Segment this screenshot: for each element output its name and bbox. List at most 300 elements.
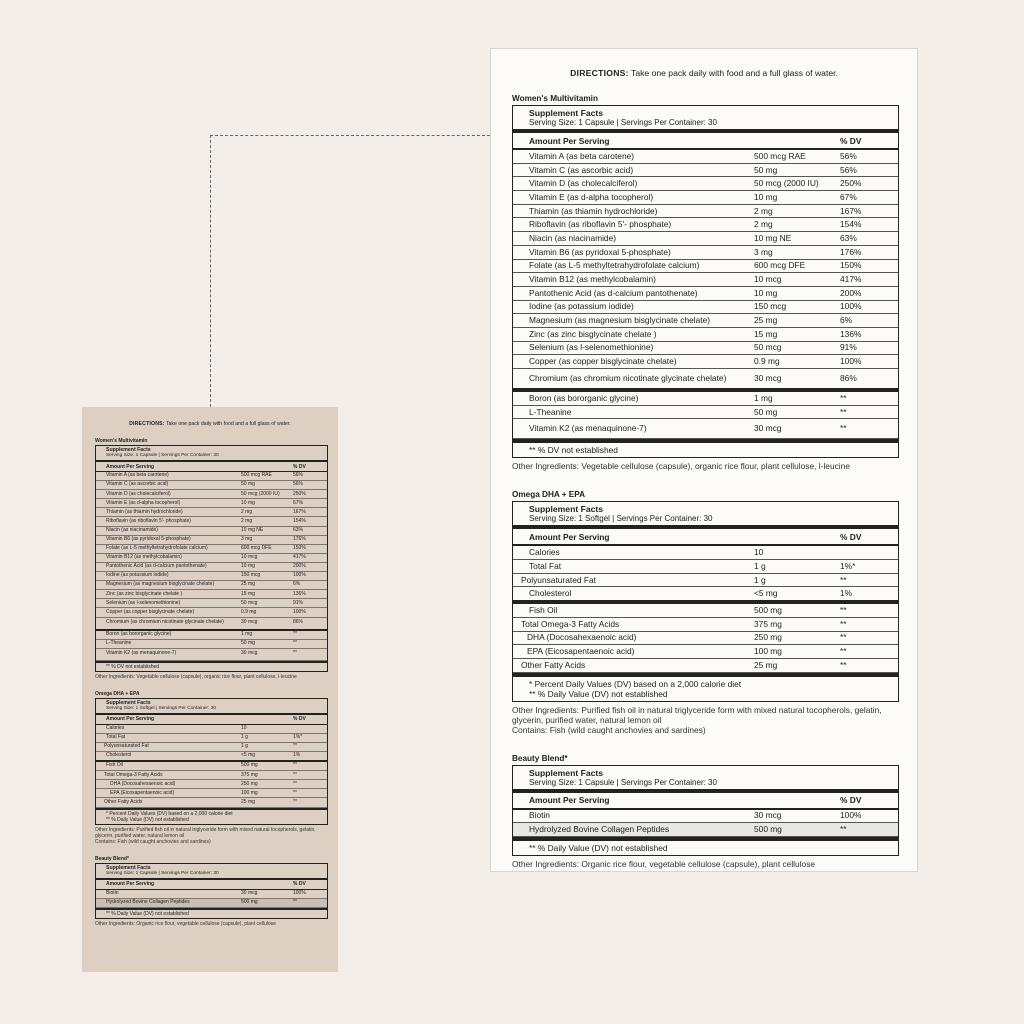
nutrient-dv: ** xyxy=(293,780,297,787)
nutrient-amount: 375 mg xyxy=(754,618,782,629)
nutrient-dv: 150% xyxy=(293,545,306,552)
nutrient-name: Vitamin B12 (as methylcobalamin) xyxy=(529,274,656,285)
allergen-contains: Contains: Fish (wild caught anchovies and sardines) xyxy=(512,724,706,735)
nutrient-name: Vitamin A (as beta carotene) xyxy=(529,150,635,161)
nutrient-dv: ** xyxy=(840,423,847,434)
facts-title: Supplement Facts xyxy=(529,767,604,778)
nutrient-amount: 50 mcg (2000 IU) xyxy=(754,178,819,189)
dv-heading: % DV xyxy=(840,531,862,542)
nutrient-dv: ** xyxy=(840,574,847,585)
other-ingredients-text: Other Ingredients: Purified fish oil in natural triglyceride form with mixed natural tocopherols, gelatin, glycerin, purified water, natural lemon oil xyxy=(512,704,882,725)
nutrient-name: Polyunsaturated Fat xyxy=(521,574,596,585)
facts-row xyxy=(513,587,898,604)
nutrient-amount: 25 mg xyxy=(241,581,255,588)
label-zoomed-view xyxy=(490,48,918,872)
nutrient-dv: 136% xyxy=(840,328,862,339)
facts-header xyxy=(96,699,327,715)
facts-row xyxy=(513,823,898,837)
footnote xyxy=(96,808,327,824)
directions xyxy=(82,421,338,427)
nutrient-amount: 2 mg xyxy=(241,508,253,515)
nutrient-amount: 3 mg xyxy=(241,536,253,542)
nutrient-amount: 30 mcg xyxy=(754,373,782,383)
nutrient-dv: ** xyxy=(840,618,847,629)
other-ingredients: Other Ingredients: Organic rice flour, vegetable cellulose (capsule), plant cellulose xyxy=(95,920,276,927)
facts-row xyxy=(96,762,327,771)
section-omega xyxy=(512,490,899,734)
nutrient-dv: 154% xyxy=(840,219,862,230)
facts-row xyxy=(513,659,898,673)
nutrient-dv: 56% xyxy=(293,472,304,479)
section-title: Omega DHA + EPA xyxy=(512,490,586,500)
nutrient-amount: 150 mcg xyxy=(241,572,261,579)
nutrient-dv: ** xyxy=(840,604,847,615)
facts-row xyxy=(96,890,327,899)
facts-row xyxy=(513,406,898,420)
nutrient-dv: 417% xyxy=(293,554,306,561)
facts-title: Supplement Facts xyxy=(529,108,604,118)
nutrient-amount: 500 mg xyxy=(241,762,258,769)
facts-row xyxy=(96,798,327,807)
nutrient-name: Iodine (as potassium iodide) xyxy=(106,572,169,579)
nutrient-dv: 63% xyxy=(840,232,857,243)
nutrient-amount: 50 mcg xyxy=(754,342,782,353)
nutrient-dv: 86% xyxy=(293,619,304,626)
nutrient-dv: 91% xyxy=(840,342,857,353)
facts-row xyxy=(513,301,898,315)
facts-row xyxy=(513,328,898,342)
facts-row xyxy=(513,810,898,824)
nutrient-name: Niacin (as niacinamide) xyxy=(106,526,158,533)
facts-row xyxy=(96,734,327,743)
nutrient-name: Fish Oil xyxy=(106,762,123,769)
amount-per-serving-heading: Amount Per Serving xyxy=(529,531,610,542)
dv-heading: % DV xyxy=(293,463,306,470)
directions-text: Take one pack daily with food and a full glass of water. xyxy=(631,68,838,78)
other-ingredients: Other Ingredients: Vegetable cellulose (capsule), organic rice flour, plant cellulose, l-leucine xyxy=(95,673,297,680)
section-title: Beauty Blend* xyxy=(512,753,568,763)
nutrient-amount: 15 mg xyxy=(241,590,255,597)
facts-row xyxy=(513,632,898,646)
nutrient-name: Vitamin K2 (as menaquinone-7) xyxy=(106,650,177,657)
nutrient-name: Chromium (as chromium nicotinate glycinate chelate) xyxy=(529,373,727,383)
section-title: Omega DHA + EPA xyxy=(95,690,140,697)
nutrient-name: DHA (Docosahexaenoic acid) xyxy=(110,780,176,787)
nutrient-dv: 100% xyxy=(293,608,306,615)
facts-title: Supplement Facts xyxy=(529,504,604,515)
column-header xyxy=(96,715,327,725)
nutrient-amount: 250 mg xyxy=(754,632,782,643)
amount-per-serving-heading: Amount Per Serving xyxy=(106,881,155,888)
facts-header xyxy=(513,106,898,133)
nutrient-amount: 50 mg xyxy=(754,164,778,175)
nutrient-name: Vitamin A (as beta carotene) xyxy=(106,472,169,479)
nutrient-name: Calories xyxy=(529,547,560,558)
amount-per-serving-heading: Amount Per Serving xyxy=(529,135,610,146)
directions-label: DIRECTIONS: xyxy=(129,421,165,427)
nutrient-amount: 100 mg xyxy=(241,789,258,796)
footnote-dv-not-established: ** % Daily Value (DV) not established xyxy=(529,688,668,699)
nutrient-dv: 56% xyxy=(840,164,857,175)
nutrient-amount: 500 mcg RAE xyxy=(754,150,806,161)
nutrient-amount: 25 mg xyxy=(754,659,778,670)
nutrient-name: Copper (as copper bisglycinate chelate) xyxy=(106,608,195,615)
amount-per-serving-heading: Amount Per Serving xyxy=(106,716,155,723)
facts-row xyxy=(513,232,898,246)
nutrient-amount: 250 mg xyxy=(241,780,258,787)
nutrient-name: Vitamin B12 (as methylcobalamin) xyxy=(106,554,182,561)
nutrient-amount: 10 mg NE xyxy=(754,232,792,243)
facts-row xyxy=(96,771,327,780)
facts-header xyxy=(96,446,327,462)
nutrient-dv: 154% xyxy=(293,517,306,524)
nutrient-name: Magnesium (as magnesium bisglycinate chelate) xyxy=(529,315,711,326)
nutrient-name: Other Fatty Acids xyxy=(104,798,143,805)
facts-header xyxy=(513,502,898,529)
nutrient-name: Selenium (as l-selenomethionine) xyxy=(529,342,654,353)
nutrient-name: Vitamin B6 (as pyridoxal 5-phosphate) xyxy=(106,536,191,542)
nutrient-name: DHA (Docosahexaenoic acid) xyxy=(527,632,637,643)
facts-row xyxy=(513,645,898,659)
nutrient-dv: ** xyxy=(293,743,297,750)
directions xyxy=(491,68,917,78)
nutrient-name: Vitamin C (as ascorbic acid) xyxy=(529,164,634,175)
nutrient-dv: 86% xyxy=(840,373,857,383)
section-title: Beauty Blend* xyxy=(95,855,129,862)
nutrient-amount: 25 mg xyxy=(241,798,255,805)
nutrient-amount: 10 mg xyxy=(754,287,778,298)
nutrient-amount: 30 mcg xyxy=(241,889,258,896)
other-ingredients-text: Other Ingredients: Purified fish oil in natural triglyceride form with mixed natural tocopherols, gelatin, glycerin, purified water, natural lemon oil xyxy=(95,826,316,839)
nutrient-dv: 250% xyxy=(293,490,306,497)
facts-row xyxy=(96,563,327,572)
nutrient-name: Folate (as L-5 methyltetrahydrofolate calcium) xyxy=(529,260,700,271)
nutrient-amount: 500 mg xyxy=(754,824,782,835)
nutrient-amount: 2 mg xyxy=(754,205,773,216)
nutrient-name: Total Fat xyxy=(529,560,562,571)
facts-row xyxy=(96,752,327,762)
nutrient-name: Pantothenic Acid (as d-calcium pantothenate) xyxy=(529,287,698,298)
column-header xyxy=(513,529,898,546)
nutrient-name: Vitamin K2 (as menaquinone-7) xyxy=(529,423,647,434)
nutrient-dv: ** xyxy=(293,630,297,637)
nutrient-name: EPA (Eicosapentaenoic acid) xyxy=(527,646,635,657)
facts-row xyxy=(513,355,898,369)
facts-row xyxy=(96,618,327,631)
nutrient-dv: 150% xyxy=(840,260,862,271)
nutrient-dv: ** xyxy=(293,798,297,805)
nutrient-amount: 10 xyxy=(754,547,764,558)
nutrient-name: Thiamin (as thiamin hydrochloride) xyxy=(106,508,183,515)
section-omega xyxy=(95,691,328,845)
facts-row xyxy=(513,150,898,164)
serving-info: Serving Size: 1 Capsule | Servings Per Container: 30 xyxy=(106,453,219,458)
nutrient-amount: 2 mg xyxy=(241,517,253,524)
facts-row xyxy=(96,499,327,508)
nutrient-name: Total Omega-3 Fatty Acids xyxy=(521,618,620,629)
allergen-contains: Contains: Fish (wild caught anchovies and sardines) xyxy=(95,838,211,845)
dashed-connector-horizontal xyxy=(210,135,490,136)
facts-row xyxy=(513,314,898,328)
nutrient-dv: 1% xyxy=(840,588,853,599)
nutrient-amount: <5 mg xyxy=(241,752,256,759)
nutrient-dv: 6% xyxy=(293,581,301,588)
nutrient-name: Cholesterol xyxy=(106,752,132,759)
facts-row xyxy=(96,527,327,536)
nutrient-name: Hydrolyzed Bovine Collagen Peptides xyxy=(106,898,190,905)
nutrient-dv: ** xyxy=(840,632,847,643)
nutrient-dv: 100% xyxy=(293,572,306,579)
nutrient-dv: 56% xyxy=(840,150,857,161)
nutrient-amount: 1 g xyxy=(754,574,766,585)
column-header xyxy=(96,462,327,472)
dv-heading: % DV xyxy=(293,881,306,888)
nutrient-amount: 50 mg xyxy=(754,406,778,417)
nutrient-amount: 10 mcg xyxy=(754,274,782,285)
supplement-facts-table xyxy=(95,863,328,919)
footnote xyxy=(513,673,898,701)
nutrient-dv: 136% xyxy=(293,590,306,597)
nutrient-name: Calories xyxy=(106,725,125,732)
nutrient-dv: ** xyxy=(293,789,297,796)
amount-per-serving-heading: Amount Per Serving xyxy=(106,463,155,470)
facts-row xyxy=(96,545,327,554)
facts-row xyxy=(96,780,327,789)
facts-row xyxy=(96,472,327,481)
nutrient-dv: 1%* xyxy=(293,734,303,741)
nutrient-name: Boron (as bororganic glycine) xyxy=(529,392,639,403)
facts-row xyxy=(513,419,898,439)
section-multivitamin xyxy=(95,438,328,680)
nutrient-dv: ** xyxy=(840,659,847,670)
nutrient-amount: 30 mcg xyxy=(241,650,258,657)
nutrient-amount: 10 xyxy=(241,725,247,732)
label-thumbnail[interactable] xyxy=(82,407,338,972)
nutrient-amount: <5 mg xyxy=(754,588,778,599)
nutrient-amount: 50 mg xyxy=(241,481,255,488)
facts-row xyxy=(96,481,327,490)
nutrient-name: Chromium (as chromium nicotinate glycinate chelate) xyxy=(106,619,224,626)
nutrient-name: Iodine (as potassium iodide) xyxy=(529,301,634,312)
nutrient-amount: 0.9 mg xyxy=(241,608,257,615)
footnote-percent-dv: * Percent Daily Values (DV) based on a 2,000 calorie diet xyxy=(529,678,742,689)
serving-info: Serving Size: 1 Capsule | Servings Per Container: 30 xyxy=(529,118,717,127)
facts-row xyxy=(96,649,327,661)
nutrient-name: Riboflavin (as riboflavin 5'- phosphate) xyxy=(529,219,672,230)
other-ingredients: Other Ingredients: Organic rice flour, vegetable cellulose (capsule), plant cellulose xyxy=(512,858,816,869)
facts-title: Supplement Facts xyxy=(106,864,151,871)
nutrient-dv: 56% xyxy=(293,481,304,488)
nutrient-dv: 167% xyxy=(840,205,862,216)
facts-row xyxy=(96,608,327,617)
section-title: Women's Multivitamin xyxy=(512,94,598,103)
facts-row xyxy=(96,599,327,608)
nutrient-dv: 167% xyxy=(293,508,306,515)
nutrient-amount: 50 mcg xyxy=(241,599,258,606)
nutrient-dv: ** xyxy=(840,406,847,417)
nutrient-amount: 10 mg NE xyxy=(241,526,264,533)
nutrient-amount: 15 mg xyxy=(754,328,778,339)
nutrient-name: Hydrolyzed Bovine Collagen Peptides xyxy=(529,824,670,835)
section-beauty-blend xyxy=(512,754,899,869)
nutrient-amount: 375 mg xyxy=(241,771,258,778)
nutrient-dv: 250% xyxy=(840,178,862,189)
nutrient-name: Vitamin C (as ascorbic acid) xyxy=(106,481,169,488)
supplement-facts-table xyxy=(512,105,899,458)
nutrient-name: Riboflavin (as riboflavin 5'- phosphate) xyxy=(106,517,191,524)
nutrient-dv: ** xyxy=(293,639,297,646)
footnote-dv-not-established: ** % Daily Value (DV) not established xyxy=(106,816,189,823)
nutrient-name: Boron (as bororganic glycine) xyxy=(106,630,172,637)
dv-heading: % DV xyxy=(293,716,306,723)
nutrient-name: Polyunsaturated Fat xyxy=(104,743,149,750)
facts-header xyxy=(513,766,898,793)
nutrient-dv: ** xyxy=(840,646,847,657)
serving-info: Serving Size: 1 Softgel | Servings Per Container: 30 xyxy=(529,514,713,524)
facts-row xyxy=(513,287,898,301)
section-title: Women's Multivitamin xyxy=(95,438,148,444)
facts-row xyxy=(513,177,898,191)
directions-text: Take one pack daily with food and a full glass of water. xyxy=(165,421,291,427)
dv-heading: % DV xyxy=(840,135,862,146)
facts-row xyxy=(513,604,898,618)
nutrient-name: Vitamin E (as d-alpha tocopherol) xyxy=(106,499,181,506)
nutrient-amount: 1 g xyxy=(754,560,766,571)
facts-row xyxy=(513,618,898,632)
nutrient-dv: ** xyxy=(293,650,297,657)
facts-row xyxy=(513,205,898,219)
nutrient-dv: 1% xyxy=(293,752,301,759)
footnote-percent-dv: * Percent Daily Values (DV) based on a 2,000 calorie diet xyxy=(106,810,233,817)
nutrient-amount: 25 mg xyxy=(754,315,778,326)
nutrient-amount: 0.9 mg xyxy=(754,356,780,367)
nutrient-name: Vitamin E (as d-alpha tocopherol) xyxy=(529,191,654,202)
nutrient-name: EPA (Eicosapentaenoic acid) xyxy=(110,789,175,796)
nutrient-amount: 500 mg xyxy=(754,604,782,615)
nutrient-amount: 600 mcg DFE xyxy=(754,260,806,271)
nutrient-dv: ** xyxy=(293,762,297,769)
nutrient-amount: 3 mg xyxy=(754,246,773,257)
nutrient-amount: 50 mg xyxy=(241,639,255,646)
nutrient-dv: 176% xyxy=(293,536,306,542)
nutrient-amount: 30 mcg xyxy=(754,810,782,821)
facts-row xyxy=(513,560,898,574)
nutrient-amount: 600 mcg DFE xyxy=(241,545,272,552)
nutrient-name: Total Fat xyxy=(106,734,126,741)
nutrient-dv: 91% xyxy=(293,599,304,606)
serving-info: Serving Size: 1 Capsule | Servings Per Container: 30 xyxy=(106,870,219,876)
facts-row xyxy=(96,490,327,499)
nutrient-name: Other Fatty Acids xyxy=(521,659,586,670)
section-multivitamin xyxy=(512,94,899,471)
nutrient-name: L-Theanine xyxy=(106,639,132,646)
nutrient-amount: 50 mcg (2000 IU) xyxy=(241,490,280,497)
facts-title: Supplement Facts xyxy=(106,447,151,453)
nutrient-name: Selenium (as l-selenomethionine) xyxy=(106,599,181,606)
nutrient-dv: ** xyxy=(293,898,297,905)
nutrient-name: Biotin xyxy=(529,810,550,821)
facts-row xyxy=(513,546,898,560)
footnote: ** % DV not established xyxy=(513,439,898,457)
column-header xyxy=(513,133,898,150)
facts-row xyxy=(96,572,327,581)
facts-row xyxy=(96,517,327,526)
facts-row xyxy=(96,789,327,798)
nutrient-dv: 417% xyxy=(840,274,862,285)
facts-row xyxy=(513,342,898,356)
facts-row xyxy=(96,899,327,908)
footnote: ** % Daily Value (DV) not established xyxy=(96,908,327,918)
nutrient-dv: 100% xyxy=(840,356,862,367)
supplement-facts-table xyxy=(512,501,899,701)
other-ingredients xyxy=(512,705,899,735)
nutrient-dv: 100% xyxy=(293,889,306,896)
nutrient-dv: ** xyxy=(840,824,847,835)
nutrient-dv: 63% xyxy=(293,526,304,533)
nutrient-amount: 100 mg xyxy=(754,646,782,657)
column-header xyxy=(96,880,327,890)
other-ingredients: Other Ingredients: Vegetable cellulose (capsule), organic rice flour, plant cellulose, l-leucine xyxy=(512,461,850,472)
nutrient-dv: ** xyxy=(293,771,297,778)
facts-row xyxy=(96,743,327,752)
nutrient-amount: 150 mcg xyxy=(754,301,787,312)
nutrient-name: Biotin xyxy=(106,889,119,896)
nutrient-amount: 10 mcg xyxy=(241,554,258,561)
nutrient-amount: 1 mg xyxy=(241,630,253,637)
nutrient-amount: 1 g xyxy=(241,743,248,750)
nutrient-dv: 6% xyxy=(840,315,853,326)
facts-row xyxy=(513,392,898,406)
nutrient-dv: 1%* xyxy=(840,560,856,571)
supplement-facts-table xyxy=(95,698,328,825)
nutrient-dv: 176% xyxy=(840,246,862,257)
facts-row xyxy=(96,581,327,590)
nutrient-name: Vitamin D (as cholecalciferol) xyxy=(529,178,638,189)
facts-row xyxy=(513,260,898,274)
nutrient-dv: 67% xyxy=(840,191,857,202)
nutrient-amount: 1 mg xyxy=(754,392,773,403)
nutrient-dv: ** xyxy=(840,392,847,403)
facts-title: Supplement Facts xyxy=(106,699,151,706)
other-ingredients xyxy=(95,827,328,845)
nutrient-amount: 10 mg xyxy=(754,191,778,202)
facts-row xyxy=(513,218,898,232)
nutrient-dv: 200% xyxy=(293,563,306,570)
footnote: ** % DV not established xyxy=(96,661,327,671)
nutrient-dv: 67% xyxy=(293,499,304,506)
facts-row xyxy=(96,508,327,517)
facts-row xyxy=(513,246,898,260)
column-header xyxy=(513,793,898,810)
section-beauty-blend xyxy=(95,856,328,927)
facts-row xyxy=(513,574,898,588)
nutrient-name: Magnesium (as magnesium bisglycinate chelate) xyxy=(106,581,215,588)
nutrient-name: Vitamin B6 (as pyridoxal 5-phosphate) xyxy=(529,246,671,257)
nutrient-dv: 100% xyxy=(840,301,862,312)
facts-row xyxy=(96,536,327,545)
nutrient-name: Total Omega-3 Fatty Acids xyxy=(104,771,163,778)
nutrient-name: Fish Oil xyxy=(529,604,558,615)
facts-row xyxy=(96,631,327,640)
nutrient-amount: 500 mg xyxy=(241,898,258,905)
facts-header xyxy=(96,864,327,880)
serving-info: Serving Size: 1 Capsule | Servings Per Container: 30 xyxy=(529,777,717,787)
nutrient-name: Cholesterol xyxy=(529,588,572,599)
nutrient-name: Folate (as L-5 methyltetrahydrofolate calcium) xyxy=(106,545,208,552)
nutrient-name: Zinc (as zinc bisglycinate chelate ) xyxy=(529,328,657,339)
serving-info: Serving Size: 1 Softgel | Servings Per Container: 30 xyxy=(106,705,217,711)
nutrient-amount: 30 mcg xyxy=(754,423,782,434)
